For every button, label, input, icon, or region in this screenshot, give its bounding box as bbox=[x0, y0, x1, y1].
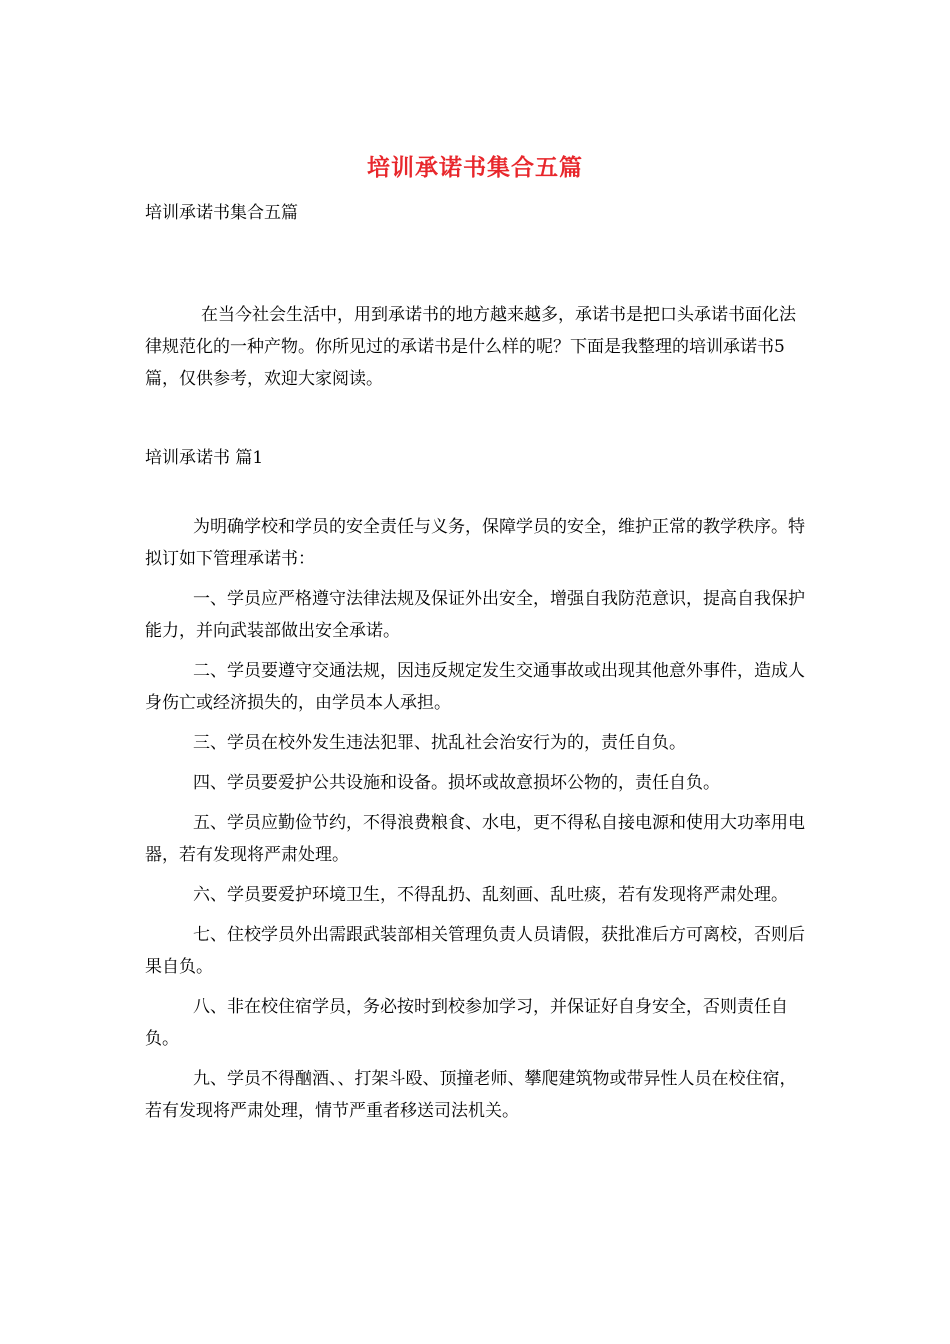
paragraph-item-7: 七、住校学员外出需跟武装部相关管理负责人员请假，获批准后方可离校，否则后果自负。 bbox=[145, 925, 805, 977]
paragraph-item-4: 四、学员要爱护公共设施和设备。损坏或故意损坏公物的，责任自负。 bbox=[193, 773, 720, 793]
paragraph-preamble: 为明确学校和学员的安全责任与义务，保障学员的安全，维护正常的教学秩序。特拟订如下管理承诺书： bbox=[145, 517, 805, 569]
paragraph-item-5: 五、学员应勤俭节约，不得浪费粮食、水电，更不得私自接电源和使用大功率用电器，若有发现将严肃处理。 bbox=[145, 813, 805, 865]
paragraph-item-2: 二、学员要遵守交通法规，因违反规定发生交通事故或出现其他意外事件，造成人身伤亡或经济损失的，由学员本人承担。 bbox=[145, 661, 805, 713]
document-title: 培训承诺书集合五篇 bbox=[367, 154, 583, 181]
body-text bbox=[145, 511, 810, 1135]
section-heading: 培训承诺书 篇1 bbox=[145, 448, 264, 468]
paragraph-item-1: 一、学员应严格遵守法律法规及保证外出安全，增强自我防范意识，提高自我保护能力，并向武装部做出安全承诺。 bbox=[145, 589, 805, 641]
document-subtitle: 培训承诺书集合五篇 bbox=[145, 203, 298, 223]
paragraph-item-6: 六、学员要爱护环境卫生，不得乱扔、乱刻画、乱吐痰，若有发现将严肃处理。 bbox=[193, 885, 788, 905]
paragraph-item-8: 八、非在校住宿学员，务必按时到校参加学习，并保证好自身安全，否则责任自负。 bbox=[145, 997, 788, 1049]
paragraph-item-3: 三、学员在校外发生违法犯罪、扰乱社会治安行为的，责任自负。 bbox=[193, 733, 686, 753]
intro-paragraph: 在当今社会生活中，用到承诺书的地方越来越多，承诺书是把口头承诺书面化法律规范化的一种产物。你所见过的承诺书是什么样的呢？下面是我整理的培训承诺书5篇，仅供参考，欢迎大家阅读。 bbox=[145, 305, 796, 389]
paragraph-item-9: 九、学员不得酗酒、、打架斗殴、顶撞老师、攀爬建筑物或带异性人员在校住宿，若有发现将严肃处理，情节严重者移送司法机关。 bbox=[145, 1069, 797, 1121]
